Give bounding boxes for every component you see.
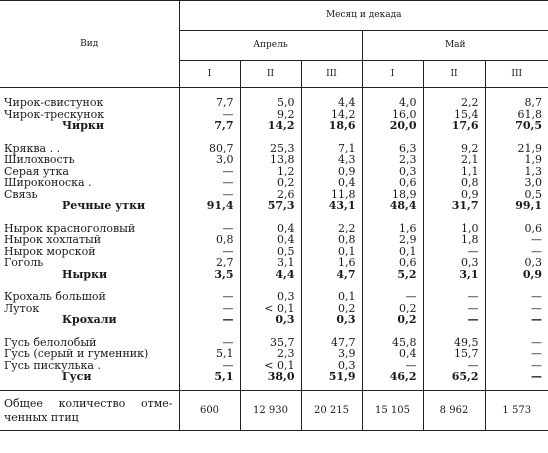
species-name: Серая утка — [4, 164, 69, 178]
header-decade: II — [423, 61, 485, 88]
cell-value: — — [362, 291, 423, 303]
cell-value: 1,1 — [423, 166, 485, 178]
cell-value: 18,9 — [362, 189, 423, 201]
cell-value: 2,7 — [179, 257, 240, 269]
table-row — [0, 291, 548, 303]
group-total-value: 3,5 — [179, 269, 240, 281]
footer-value: 8 962 — [423, 391, 485, 431]
group-total-value: 0,3 — [240, 314, 301, 326]
group-total-value: 5,1 — [179, 371, 240, 383]
group-total-value: — — [485, 314, 548, 326]
cell-value: — — [179, 177, 240, 189]
cell-value: 4,4 — [301, 97, 362, 109]
cell-value: < 0,1 — [240, 303, 301, 315]
cell-value: 80,7 — [179, 143, 240, 155]
cell-value: 25,3 — [240, 143, 301, 155]
cell-value: 0,2 — [240, 177, 301, 189]
cell-value: — — [179, 303, 240, 315]
footer-label — [0, 391, 179, 431]
cell-value: 0,1 — [301, 291, 362, 303]
cell-value: 3,0 — [179, 154, 240, 166]
species-name: Нырок красноголовый — [4, 221, 136, 235]
group-total-value: 38,0 — [240, 371, 301, 383]
cell-value: 13,8 — [240, 154, 301, 166]
group-total-value: — — [485, 371, 548, 383]
header-decade: III — [485, 61, 548, 88]
footer-label-line1: Общее количество отме- — [4, 397, 173, 410]
table-row — [0, 177, 548, 189]
cell-value: 45,8 — [362, 337, 423, 349]
footer-value: 12 930 — [240, 391, 301, 431]
cell-value: 1,9 — [485, 154, 548, 166]
footer-value: 15 105 — [362, 391, 423, 431]
cell-value: — — [362, 360, 423, 372]
cell-value: — — [179, 166, 240, 178]
species-name: Гусь (серый и гуменник) — [4, 347, 149, 361]
group-total-row — [0, 314, 548, 326]
species-name: Связь — [4, 187, 38, 201]
cell-value: — — [179, 360, 240, 372]
group-total-value: 18,6 — [301, 120, 362, 132]
cell-value: — — [179, 337, 240, 349]
cell-value: — — [485, 303, 548, 315]
cell-value: 2,2 — [423, 97, 485, 109]
group-total-name: Речные утки — [62, 199, 146, 213]
species-name: Чирок-свистунок — [4, 96, 104, 110]
footer-value: 1 573 — [485, 391, 548, 431]
group-spacer — [0, 383, 548, 391]
cell-value: — — [423, 291, 485, 303]
header-decade: I — [362, 61, 423, 88]
group-total-value: 46,2 — [362, 371, 423, 383]
cell-value: 2,6 — [240, 189, 301, 201]
cell-value: 61,8 — [485, 109, 548, 121]
cell-value: 0,8 — [423, 177, 485, 189]
cell-value: 2,9 — [362, 234, 423, 246]
cell-value: 0,6 — [362, 177, 423, 189]
species-name: Кряква . . — [4, 141, 61, 155]
cell-value: 0,6 — [362, 257, 423, 269]
cell-value: 0,5 — [240, 246, 301, 258]
cell-value: 11,8 — [301, 189, 362, 201]
footer-row — [0, 391, 548, 431]
cell-value: 16,0 — [362, 109, 423, 121]
species-name: Широконоска . — [4, 176, 92, 190]
cell-value: 1,2 — [240, 166, 301, 178]
cell-value: 0,8 — [179, 234, 240, 246]
cell-value: < 0,1 — [240, 360, 301, 372]
group-total-row — [0, 120, 548, 132]
table-row — [0, 234, 548, 246]
group-total-value: 70,5 — [485, 120, 548, 132]
header-decade: I — [179, 61, 240, 88]
cell-value: 1,8 — [423, 234, 485, 246]
species-name: Нырок морской — [4, 244, 96, 258]
cell-value: — — [179, 109, 240, 121]
cell-value: — — [485, 337, 548, 349]
cell-value: 3,0 — [485, 177, 548, 189]
table-row — [0, 348, 548, 360]
cell-value: 0,4 — [240, 223, 301, 235]
cell-value: 1,6 — [362, 223, 423, 235]
cell-value: 47,7 — [301, 337, 362, 349]
cell-value: 0,8 — [301, 234, 362, 246]
cell-value: — — [485, 291, 548, 303]
cell-value: 3,1 — [240, 257, 301, 269]
group-total-value: 0,3 — [301, 314, 362, 326]
group-total-name: Чирки — [62, 119, 104, 133]
cell-value: 0,4 — [301, 177, 362, 189]
table-row — [0, 257, 548, 269]
species-name: Нырок хохлатый — [4, 233, 102, 247]
cell-value: — — [179, 246, 240, 258]
group-total-value: 57,3 — [240, 200, 301, 212]
group-total-value: 65,2 — [423, 371, 485, 383]
cell-value: 9,2 — [423, 143, 485, 155]
group-total-value: 4,4 — [240, 269, 301, 281]
group-total-value: 99,1 — [485, 200, 548, 212]
cell-value: 0,3 — [485, 257, 548, 269]
species-name: Гусь белолобый — [4, 335, 97, 349]
group-total-value: — — [179, 314, 240, 326]
cell-value: — — [179, 189, 240, 201]
cell-value: 2,3 — [362, 154, 423, 166]
cell-value: 0,1 — [362, 246, 423, 258]
cell-value: 15,4 — [423, 109, 485, 121]
header-decade: III — [301, 61, 362, 88]
cell-value: — — [423, 246, 485, 258]
species-name: Шилохвость — [4, 153, 75, 167]
cell-value: 1,0 — [423, 223, 485, 235]
group-spacer — [0, 132, 548, 143]
header-month-april: Апрель — [179, 31, 362, 61]
header-species: Вид — [0, 1, 179, 88]
cell-value: 5,0 — [240, 97, 301, 109]
cell-value: 1,6 — [301, 257, 362, 269]
group-total-row — [0, 269, 548, 281]
group-total-value: 4,7 — [301, 269, 362, 281]
cell-value: 21,9 — [485, 143, 548, 155]
cell-value: — — [179, 291, 240, 303]
cell-value: 0,9 — [301, 166, 362, 178]
group-total-row — [0, 200, 548, 212]
group-total-value: — — [423, 314, 485, 326]
species-name: Луток — [4, 301, 40, 315]
cell-value: 0,2 — [301, 303, 362, 315]
header-decade: II — [240, 61, 301, 88]
species-name: Чирок-трескунок — [4, 107, 105, 121]
group-total-value: 7,7 — [179, 120, 240, 132]
cell-value: — — [485, 360, 548, 372]
cell-value: 7,7 — [179, 97, 240, 109]
group-spacer — [0, 326, 548, 337]
cell-value: 4,3 — [301, 154, 362, 166]
species-name: Крохаль большой — [4, 290, 106, 304]
cell-value: — — [423, 303, 485, 315]
group-total-value: 3,1 — [423, 269, 485, 281]
cell-value: — — [485, 348, 548, 360]
cell-value: 49,5 — [423, 337, 485, 349]
group-total-value: 20,0 — [362, 120, 423, 132]
cell-value: 15,7 — [423, 348, 485, 360]
cell-value: — — [485, 234, 548, 246]
cell-value: 2,1 — [423, 154, 485, 166]
cell-value: 35,7 — [240, 337, 301, 349]
cell-value: 2,3 — [240, 348, 301, 360]
table-body — [0, 88, 548, 431]
cell-value: — — [485, 246, 548, 258]
cell-value: 0,5 — [485, 189, 548, 201]
footer-value: 20 215 — [301, 391, 362, 431]
group-total-value: 14,2 — [240, 120, 301, 132]
group-total-value: 0,9 — [485, 269, 548, 281]
species-name: Гусь пискулька . — [4, 358, 101, 372]
cell-value: 5,1 — [179, 348, 240, 360]
footer-value: 600 — [179, 391, 240, 431]
cell-value: 8,7 — [485, 97, 548, 109]
group-total-name: Крохали — [62, 313, 117, 327]
group-total-value: 5,2 — [362, 269, 423, 281]
cell-value: 0,3 — [301, 360, 362, 372]
header-period: Месяц и декада — [179, 1, 548, 31]
group-total-value: 31,7 — [423, 200, 485, 212]
table-row — [0, 97, 548, 109]
group-spacer — [0, 212, 548, 223]
cell-value: 0,1 — [301, 246, 362, 258]
group-total-value: 0,2 — [362, 314, 423, 326]
group-total-value: 48,4 — [362, 200, 423, 212]
group-total-name: Гуси — [62, 370, 92, 384]
cell-value: — — [423, 360, 485, 372]
group-total-value: 51,9 — [301, 371, 362, 383]
cell-value: 0,4 — [362, 348, 423, 360]
cell-value: — — [179, 223, 240, 235]
cell-value: 0,3 — [362, 166, 423, 178]
table-row — [0, 154, 548, 166]
cell-value: 7,1 — [301, 143, 362, 155]
header-month-may: Май — [362, 31, 548, 61]
cell-value: 0,3 — [423, 257, 485, 269]
cell-value: 9,2 — [240, 109, 301, 121]
cell-value: 0,2 — [362, 303, 423, 315]
group-total-row — [0, 371, 548, 383]
cell-value: 3,9 — [301, 348, 362, 360]
species-name: Гоголь — [4, 256, 44, 270]
cell-value: 1,3 — [485, 166, 548, 178]
cell-value: 0,6 — [485, 223, 548, 235]
cell-value: 2,2 — [301, 223, 362, 235]
group-total-name: Нырки — [62, 267, 108, 281]
cell-value: 4,0 — [362, 97, 423, 109]
group-total-value: 17,6 — [423, 120, 485, 132]
cell-value: 0,9 — [423, 189, 485, 201]
cell-value: 0,3 — [240, 291, 301, 303]
group-total-value: 91,4 — [179, 200, 240, 212]
footer-label-line2: ченных птиц — [4, 411, 79, 424]
cell-value: 14,2 — [301, 109, 362, 121]
cell-value: 0,4 — [240, 234, 301, 246]
group-total-value: 43,1 — [301, 200, 362, 212]
cell-value: 6,3 — [362, 143, 423, 155]
